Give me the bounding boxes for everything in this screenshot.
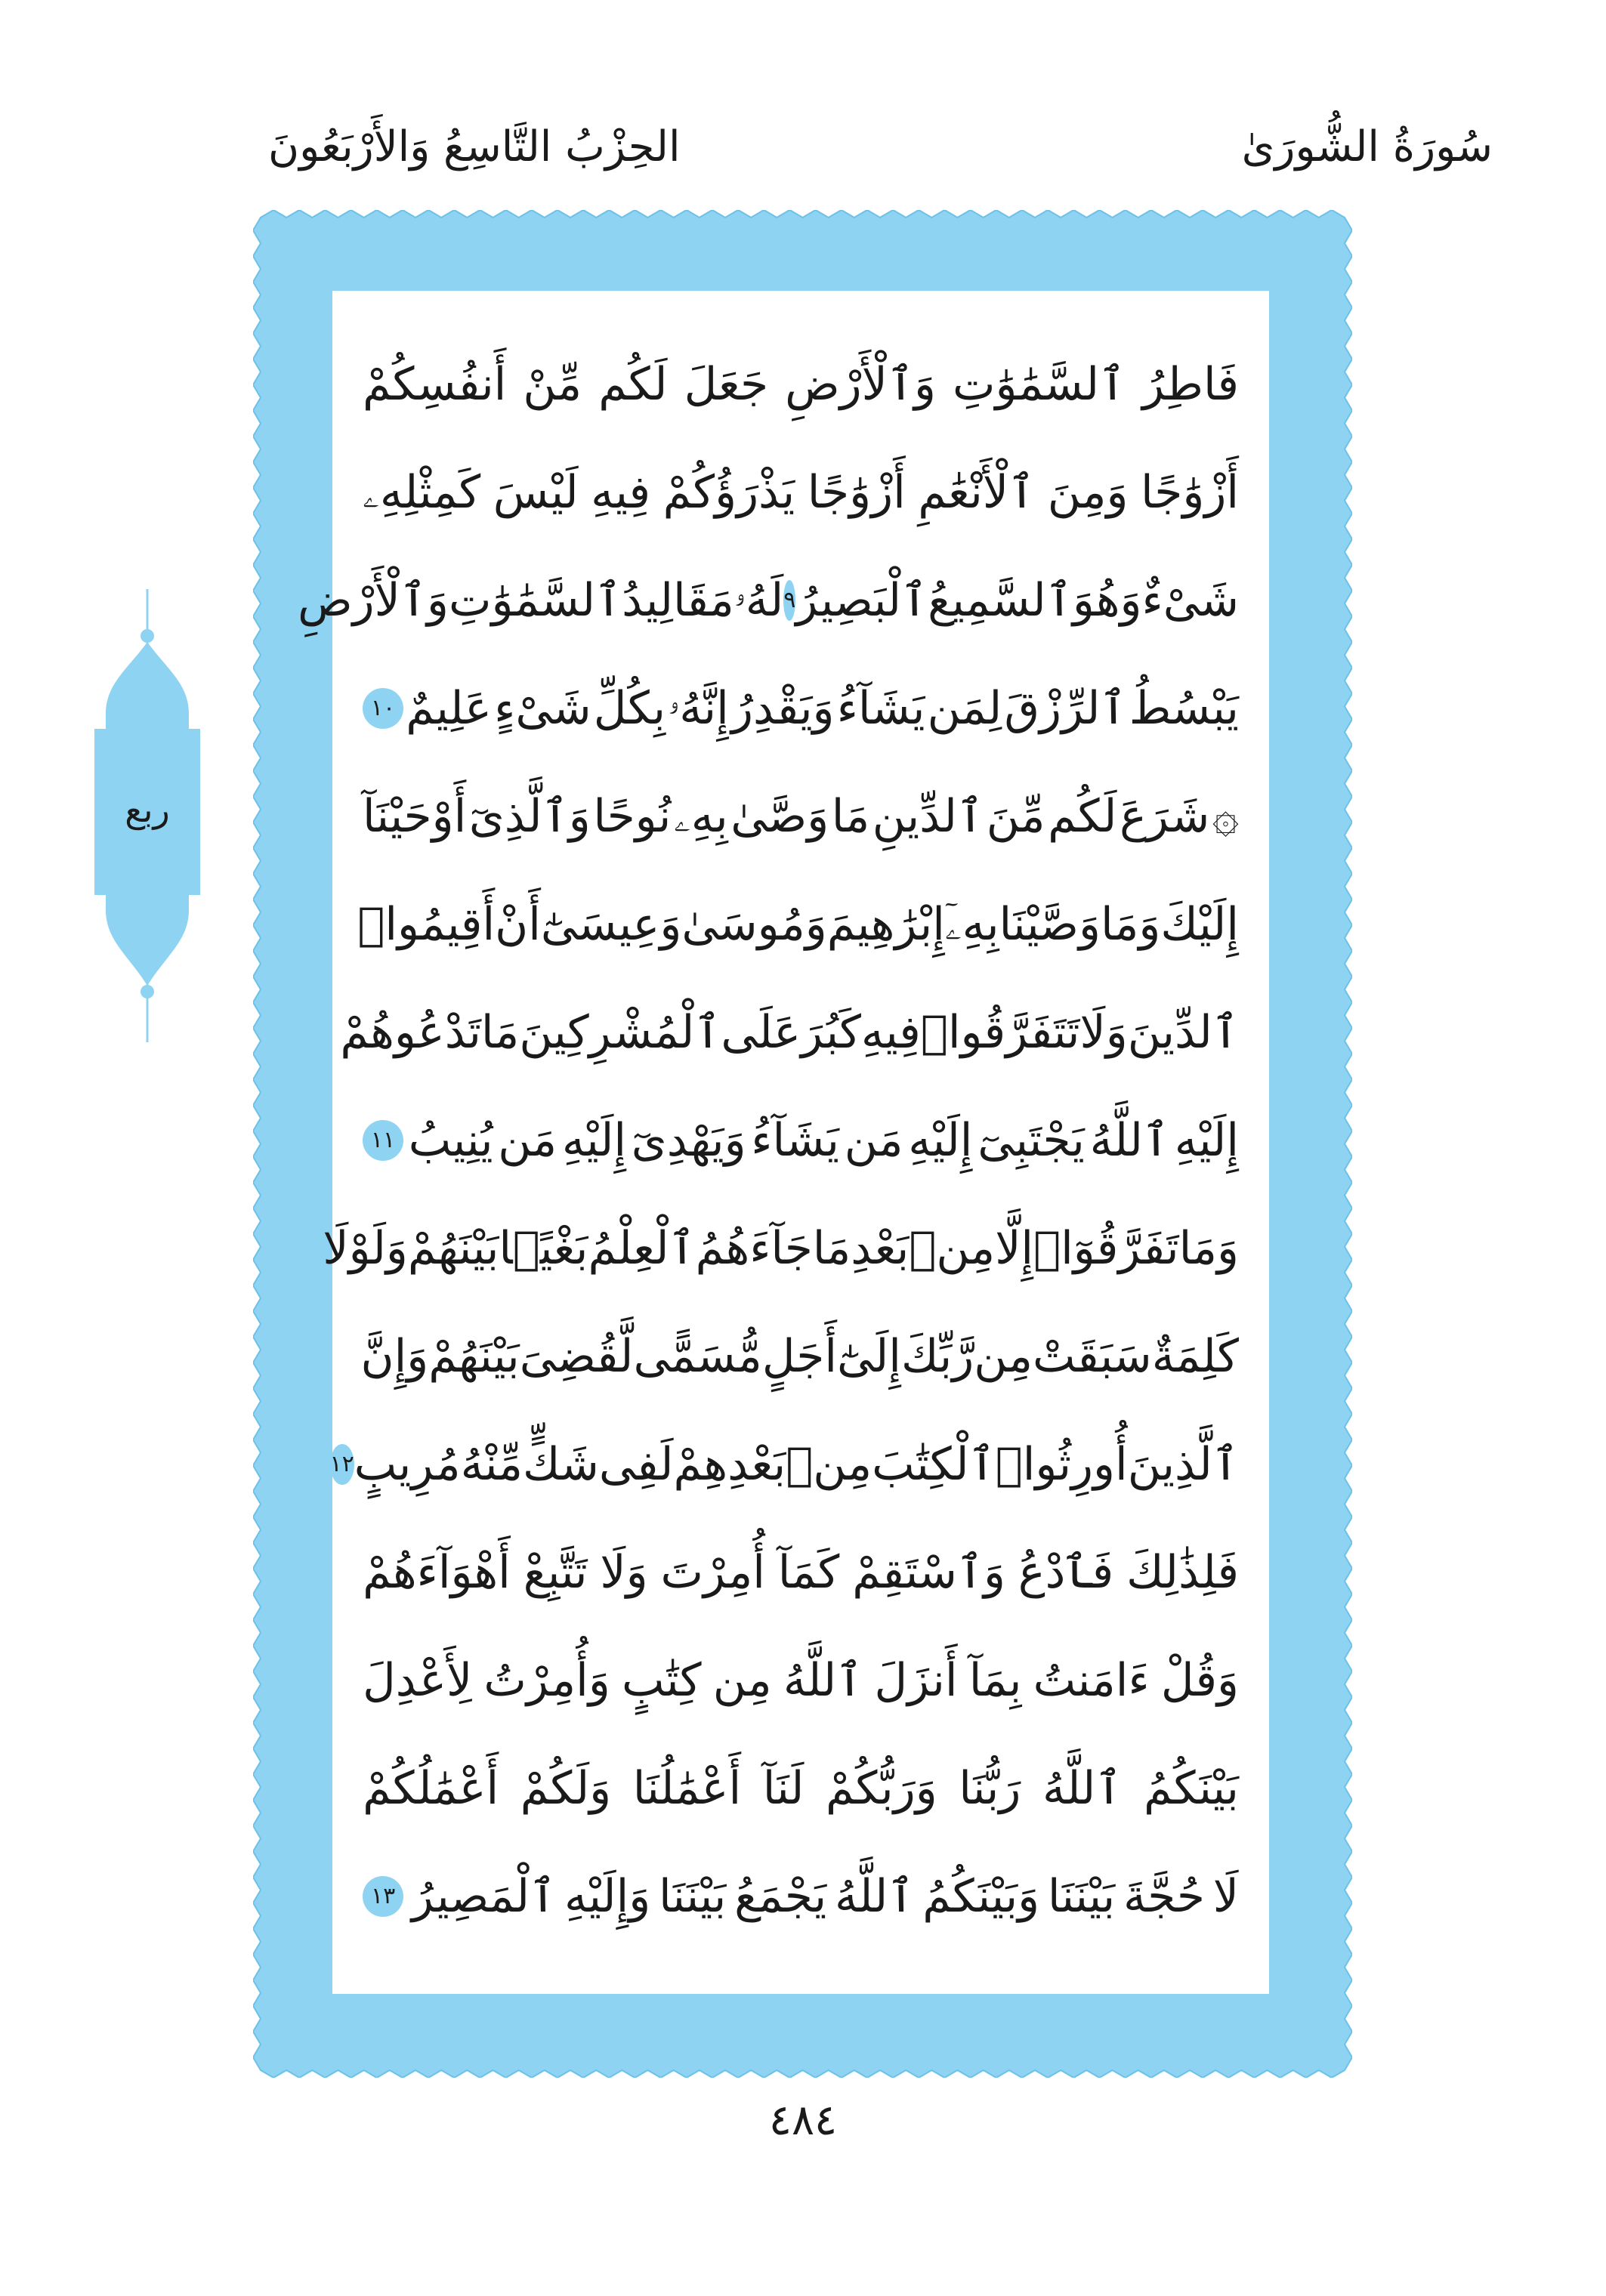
verse-word: ٱلْمُشْرِكِينَ: [519, 1005, 721, 1059]
verse-line: [363, 1086, 1239, 1194]
verse-word: إِلَيْهِ: [908, 1113, 973, 1167]
verse-word: وَصَّيْنَا: [999, 897, 1101, 951]
verse-word: وَأُمِرْتُ: [483, 1653, 610, 1707]
verse-word: بَغْيًۢا: [499, 1221, 588, 1275]
verse-line: [363, 1626, 1239, 1734]
verse-word: مِن: [712, 1653, 772, 1707]
verse-line: [363, 1518, 1239, 1626]
verse-word: أَنفُسِكُمْ: [363, 357, 507, 411]
verse-word: أَزْوَٰجًا: [1141, 465, 1239, 519]
verse-word: كَمِثْلِهِۦ: [363, 465, 481, 519]
verse-word: ٱلسَّمِيعُ: [928, 573, 1073, 627]
verse-word: أُمِرْتَ: [660, 1545, 765, 1599]
verse-word: وَإِنَّ: [360, 1329, 429, 1383]
verse-word: كَلِمَةٌ: [1151, 1329, 1239, 1383]
verse-word: لَفِى: [598, 1437, 674, 1491]
verse-word: مَا: [831, 789, 870, 843]
verse-word: بِهِۦٓ: [944, 897, 999, 951]
verse-word: وَمِنَ: [1047, 465, 1129, 519]
verse-word: فَٱدْعُ: [1018, 1545, 1114, 1599]
verse-line: [298, 546, 1239, 654]
verse-word: لِأَعْدِلَ: [363, 1653, 473, 1707]
verse-word: يَشَآءُ: [751, 1113, 839, 1167]
rub-label: ربع: [125, 789, 170, 830]
verse-word: إِلَّا: [995, 1221, 1034, 1275]
verse-word: بَيْنَنَا: [1047, 1869, 1116, 1923]
verse-word: وَبَيْنَكُمُ: [922, 1869, 1040, 1923]
verse-word: أَعْمَٰلُكُمْ: [363, 1761, 499, 1815]
verse-word: ٱلْعِلْمُ: [588, 1221, 696, 1275]
verse-word: تَدْعُوهُمْ: [340, 1005, 481, 1059]
verse-word: لَّقُضِىَ: [519, 1329, 634, 1383]
verse-word: وَإِلَيْهِ: [564, 1869, 651, 1923]
verse-line: [323, 1194, 1239, 1302]
verse-word: فَلِذَٰلِكَ: [1126, 1545, 1239, 1599]
verse-word: أَقِيمُوا۟: [357, 897, 496, 951]
verse-word: مُّسَمًّى: [633, 1329, 762, 1383]
verse-word: مِنۢ: [786, 1437, 872, 1491]
verse-word: ٱللَّهُ: [1042, 1761, 1123, 1815]
verse-word: بَيْنَكُمُ: [1144, 1761, 1239, 1815]
verse-word: لَيْسَ: [493, 465, 579, 519]
verse-word: ٱلدِّينِ: [872, 789, 984, 843]
verse-word: نُوحًا: [593, 789, 672, 843]
verse-word: لَا: [1212, 1869, 1239, 1923]
verse-word: جَعَلَ: [684, 357, 769, 411]
verse-word: ٱلَّذِينَ: [1127, 1437, 1239, 1491]
verse-word: بَيْنَهُمْ: [407, 1221, 499, 1275]
verse-word: وَيَهْدِىٓ: [631, 1113, 746, 1167]
verse-word: أَزْوَٰجًا: [807, 465, 906, 519]
verse-word: تَتَّبِعْ: [523, 1545, 588, 1599]
verse-word: وَمَا: [1100, 897, 1161, 951]
verse-word: أَهْوَآءَهُمْ: [363, 1545, 511, 1599]
verse-word: شَرَعَ: [1120, 789, 1210, 843]
verse-word: وَعِيسَىٰٓ: [540, 897, 682, 951]
verse-word: وَيَقْدِرُ: [731, 681, 835, 735]
verse-word: بَيْنَهُمْ: [428, 1329, 520, 1383]
verse-word: أَنْ: [495, 897, 541, 951]
verse-word: مِّنْهُ: [460, 1437, 523, 1491]
verse-word: شَىْءٌ: [1141, 573, 1239, 627]
verse-word: شَكٍّ: [523, 1437, 599, 1491]
verse-word: إِلَيْهِ: [561, 1113, 627, 1167]
verse-word: وَمُوسَىٰ: [681, 897, 827, 951]
verse-word: وَمَا: [1178, 1221, 1239, 1275]
verse-word: تَتَفَرَّقُوا۟: [920, 1005, 1080, 1059]
verse-word: فِيهِ: [860, 1005, 921, 1059]
verse-word: بِهِۦ: [673, 789, 728, 843]
verse-word: مَقَالِيدُ: [622, 573, 734, 627]
verse-line: [340, 978, 1239, 1086]
verse-word: وَصَّىٰ: [730, 789, 829, 843]
rub-marker: [87, 589, 208, 1042]
verse-line: [329, 1410, 1239, 1518]
verse-word: ٱلرِّزْقَ: [1004, 681, 1127, 735]
ayah-number-marker: ١١: [363, 1120, 403, 1161]
verse-word: إِبْرَٰهِيمَ: [826, 897, 945, 951]
verse-word: مَن: [844, 1113, 903, 1167]
verse-line: [360, 1302, 1239, 1410]
verse-word: ٱلسَّمَٰوَٰتِ: [953, 357, 1126, 411]
verse-word: ءَامَنتُ: [1033, 1653, 1150, 1707]
ayah-number-marker: ١٣: [363, 1876, 403, 1917]
verse-word: لِمَن: [927, 681, 1002, 735]
verse-word: عَلَى: [721, 1005, 801, 1059]
ayah-number-marker: ٩: [783, 580, 795, 621]
ayah-number-marker: ١٠: [363, 688, 403, 729]
verse-word: رَّبِّكَ: [900, 1329, 974, 1383]
verse-word: أَعْمَٰلُنَا: [632, 1761, 742, 1815]
verse-word: يُنِيبُ: [408, 1113, 493, 1167]
ayah-number-marker: ١٢: [330, 1444, 354, 1485]
verse-word: ٱلدِّينَ: [1127, 1005, 1239, 1059]
verse-word: أَوْحَيْنَآ: [363, 789, 467, 843]
verse-line: [363, 438, 1239, 546]
verse-word: مَا: [812, 1221, 851, 1275]
verse-word: ٱللَّهُ: [783, 1653, 863, 1707]
text-panel: [298, 291, 1269, 1994]
verse-word: تَفَرَّقُوٓا۟: [1033, 1221, 1179, 1275]
verse-line: [357, 870, 1239, 978]
verse-word: كَبُرَ: [801, 1005, 861, 1059]
verse-word: يَبْسُطُ: [1129, 681, 1239, 735]
verse-word: لَنَآ: [762, 1761, 805, 1815]
verse-line: [363, 1842, 1239, 1950]
verse-word: كَمَآ: [777, 1545, 840, 1599]
verse-word: ٱلسَّمَٰوَٰتِ: [449, 573, 622, 627]
verse-word: ٱلْكِتَٰبَ: [872, 1437, 996, 1491]
verse-word: جَآءَهُمُ: [695, 1221, 813, 1275]
verse-word: حُجَّةَ: [1123, 1869, 1205, 1923]
verse-word: بَيْنَنَا: [659, 1869, 727, 1923]
verse-word: فِيهِ: [591, 465, 651, 519]
verse-word: وَرَبُّكُمْ: [825, 1761, 937, 1815]
verse-word: وَلَا: [1079, 1005, 1128, 1059]
verse-word: مَن: [498, 1113, 557, 1167]
verse-word: كِتَٰبٍ: [622, 1653, 702, 1707]
verse-word: ٱلْأَنْعَٰمِ: [918, 465, 1036, 519]
verse-word: فَاطِرُ: [1142, 357, 1239, 411]
verse-word: لَهُۥ: [734, 573, 784, 627]
verse-word: بِكُلِّ: [593, 681, 666, 735]
verse-word: وَقُلْ: [1160, 1653, 1239, 1707]
verse-word: وَلَوْلَا: [323, 1221, 408, 1275]
verse-word: بِمَآ: [968, 1653, 1022, 1707]
verse-word: أُورِثُوا۟: [995, 1437, 1128, 1491]
verse-word: مِن: [974, 1329, 1033, 1383]
verse-word: إِلَيْهِ: [1174, 1113, 1239, 1167]
verse-word: إِلَيْكَ: [1160, 897, 1239, 951]
verse-line: [363, 1734, 1239, 1842]
verse-word: مِنۢ: [909, 1221, 996, 1275]
verse-word: وَلَا: [600, 1545, 648, 1599]
verse-word: وَٱلَّذِىٓ: [468, 789, 591, 843]
verse-word: وَلَكُمْ: [520, 1761, 612, 1815]
verse-word: إِنَّهُۥ: [668, 681, 729, 735]
verse-word: سَبَقَتْ: [1033, 1329, 1152, 1383]
verse-word: ٱللَّهُ: [1089, 1113, 1170, 1167]
verse-word: شَىْءٍ: [494, 681, 591, 735]
verse-word: مِّنْ: [523, 357, 582, 411]
verse-word: بَعْدِ: [851, 1221, 910, 1275]
verse-word: إِلَىٰٓ: [837, 1329, 901, 1383]
verse-word: ۞: [1212, 789, 1239, 843]
verse-word: بَعْدِهِمْ: [673, 1437, 786, 1491]
verse-word: رَبُّنَا: [959, 1761, 1021, 1815]
hizb-name: الحِزْبُ التَّاسِعُ وَالأَرْبَعُونَ: [268, 122, 681, 171]
verse-word: يَشَآءُ: [836, 681, 925, 735]
verse-word: أَجَلٍ: [761, 1329, 838, 1383]
verse-word: مُرِيبٍ: [354, 1437, 461, 1491]
verse-word: وَٱلْأَرْضِ: [298, 573, 449, 627]
verse-word: وَٱسْتَقِمْ: [852, 1545, 1005, 1599]
verse-word: يَذْرَؤُكُمْ: [662, 465, 795, 519]
verse-line: [363, 762, 1239, 870]
verse-word: وَٱلْأَرْضِ: [785, 357, 936, 411]
verse-word: ٱلْبَصِيرُ: [795, 573, 928, 627]
verse-word: ٱلْمَصِيرُ: [411, 1869, 557, 1923]
verse-word: وَهُوَ: [1072, 573, 1142, 627]
verse-word: يَجْمَعُ: [734, 1869, 827, 1923]
verse-word: مِّنَ: [986, 789, 1045, 843]
verse-word: لَكُم: [598, 357, 668, 411]
verse-word: يَجْتَبِىٓ: [977, 1113, 1085, 1167]
verse-line: [363, 330, 1239, 438]
verse-word: ٱللَّهُ: [834, 1869, 915, 1923]
surah-name: سُورَةُ الشُّورَىٰ: [1241, 122, 1493, 171]
verse-word: أَنزَلَ: [874, 1653, 958, 1707]
page-number: ٤٨٤: [768, 2096, 838, 2145]
verse-line: [363, 654, 1239, 762]
verse-word: عَلِيمٌ: [406, 681, 492, 735]
verse-word: لَكُم: [1048, 789, 1117, 843]
verse-word: مَا: [480, 1005, 520, 1059]
